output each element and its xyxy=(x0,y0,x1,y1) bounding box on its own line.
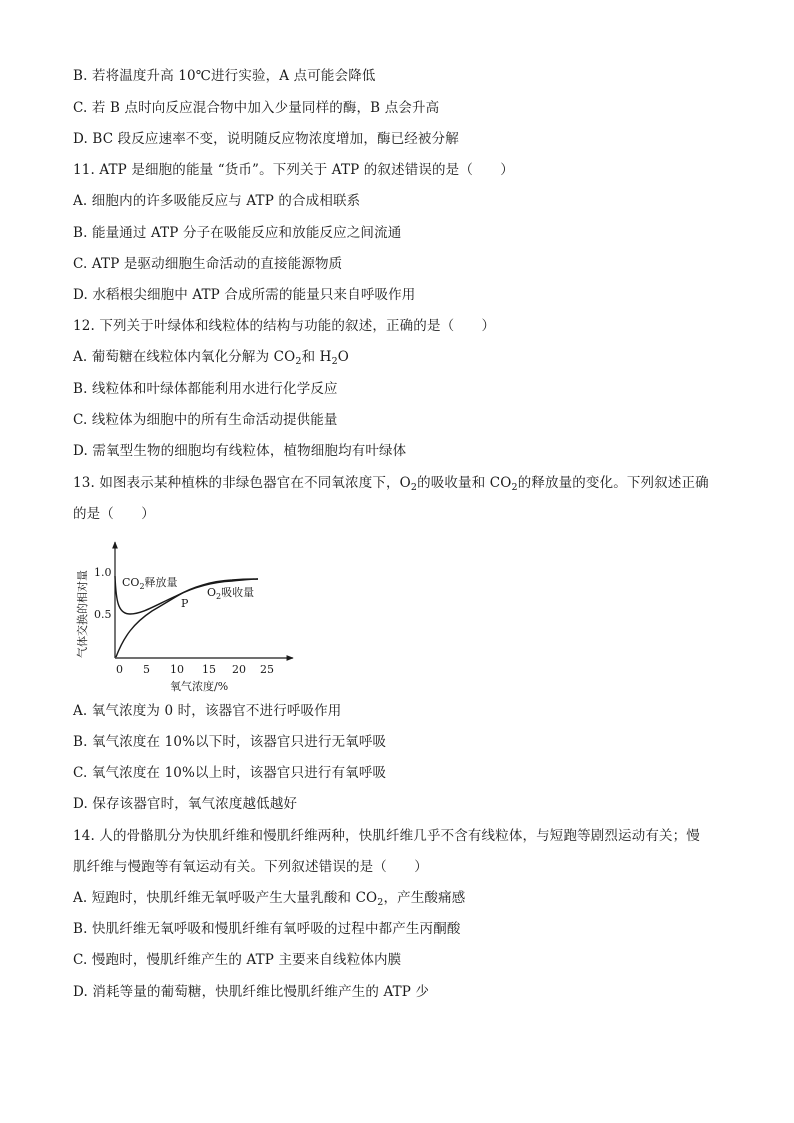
q12-stem: 12. 下列关于叶绿体和线粒体的结构与功能的叙述，正确的是（ ） xyxy=(73,318,496,334)
x-tick-0: 0 xyxy=(116,663,123,676)
q10-option-c: C. 若 B 点时向反应混合物中加入少量同样的酶，B 点会升高 xyxy=(73,100,440,116)
q12-a-sub1: 2 xyxy=(295,356,302,367)
q14-a-text: A. 短跑时，快肌纤维无氧呼吸产生大量乳酸和 CO xyxy=(73,890,378,906)
q11-option-d: D. 水稻根尖细胞中 ATP 合成所需的能量只来自呼吸作用 xyxy=(73,287,416,303)
q12-a-text: A. 葡萄糖在线粒体内氧化分解为 CO xyxy=(73,349,296,365)
q12-a-sub2: 2 xyxy=(331,356,338,367)
q14-stem-line1: 14. 人的骨骼肌分为快肌纤维和慢肌纤维两种，快肌纤维几乎不含有线粒体，与短跑等剧烈运动有关；慢 xyxy=(73,828,700,844)
x-tick-20: 20 xyxy=(232,663,246,676)
q13-stem-post: 的释放量的变化。下列叙述正确 xyxy=(517,475,709,491)
q12-option-a xyxy=(73,348,349,366)
q13-stem-line1 xyxy=(73,474,709,492)
q11-option-b: B. 能量通过 ATP 分子在吸能反应和放能反应之间流通 xyxy=(73,225,402,241)
y-tick-0-5: 0.5 xyxy=(94,608,112,621)
q11-option-a: A. 细胞内的许多吸能反应与 ATP 的合成相联系 xyxy=(73,193,361,209)
x-tick-10: 10 xyxy=(170,663,184,676)
q12-option-b: B. 线粒体和叶绿体都能利用水进行化学反应 xyxy=(73,381,338,397)
respiration-graph xyxy=(72,536,302,694)
y-tick-1-0: 1.0 xyxy=(94,566,112,579)
q13-stem-mid: 的吸收量和 CO xyxy=(417,475,512,491)
q10-option-b: B. 若将温度升高 10℃进行实验，A 点可能会降低 xyxy=(73,68,376,84)
q13-stem-line2: 的是（ ） xyxy=(73,506,155,522)
q12-option-c: C. 线粒体为细胞中的所有生命活动提供能量 xyxy=(73,412,338,428)
co2-curve-label: $CO_2$释放量 xyxy=(122,576,178,591)
o2-curve-label: $O_2$吸收量 xyxy=(207,586,255,601)
q14-a-post: ，产生酸痛感 xyxy=(383,890,466,906)
point-p-label: P xyxy=(181,597,189,610)
q13-stem-sub1: 2 xyxy=(410,482,418,493)
svg-text:气体交换的相对量: 气体交换的相对量 xyxy=(76,570,89,658)
q12-a-mid: 和 H xyxy=(301,349,332,365)
q14-option-d: D. 消耗等量的葡萄糖，快肌纤维比慢肌纤维产生的 ATP 少 xyxy=(73,984,430,1000)
q14-option-a xyxy=(73,889,465,907)
q13-option-a: A. 氧气浓度为 0 时，该器官不进行呼吸作用 xyxy=(73,703,342,719)
q14-stem-line2: 肌纤维与慢跑等有氧运动有关。下列叙述错误的是（ ） xyxy=(73,859,428,875)
q10-option-d: D. BC 段反应速率不变，说明随反应物浓度增加，酶已经被分解 xyxy=(73,131,459,147)
q12-a-post: O xyxy=(337,349,350,365)
x-tick-15: 15 xyxy=(202,663,216,676)
q12-option-d: D. 需氧型生物的细胞均有线粒体，植物细胞均有叶绿体 xyxy=(73,443,407,459)
q14-a-sub: 2 xyxy=(377,897,384,908)
q14-option-b: B. 快肌纤维无氧呼吸和慢肌纤维有氧呼吸的过程中都产生丙酮酸 xyxy=(73,921,461,937)
q13-stem-sub2: 2 xyxy=(511,482,518,493)
q13-option-b: B. 氧气浓度在 10%以下时，该器官只进行无氧呼吸 xyxy=(73,734,387,750)
q13-option-c: C. 氧气浓度在 10%以上时，该器官只进行有氧呼吸 xyxy=(73,765,387,781)
q11-stem: 11. ATP 是细胞的能量 “货币”。下列关于 ATP 的叙述错误的是（ ） xyxy=(73,162,514,178)
q13-stem-text: 13. 如图表示某种植株的非绿色器官在不同氧浓度下，O xyxy=(73,475,411,491)
x-tick-25: 25 xyxy=(260,663,274,676)
y-axis-label xyxy=(75,570,89,658)
x-tick-5: 5 xyxy=(143,663,150,676)
x-axis-label: 氧气浓度/% xyxy=(170,680,229,693)
q14-option-c: C. 慢跑时，慢肌纤维产生的 ATP 主要来自线粒体内膜 xyxy=(73,952,402,968)
q13-option-d: D. 保存该器官时，氧气浓度越低越好 xyxy=(73,796,298,812)
q11-option-c: C. ATP 是驱动细胞生命活动的直接能源物质 xyxy=(73,256,343,272)
